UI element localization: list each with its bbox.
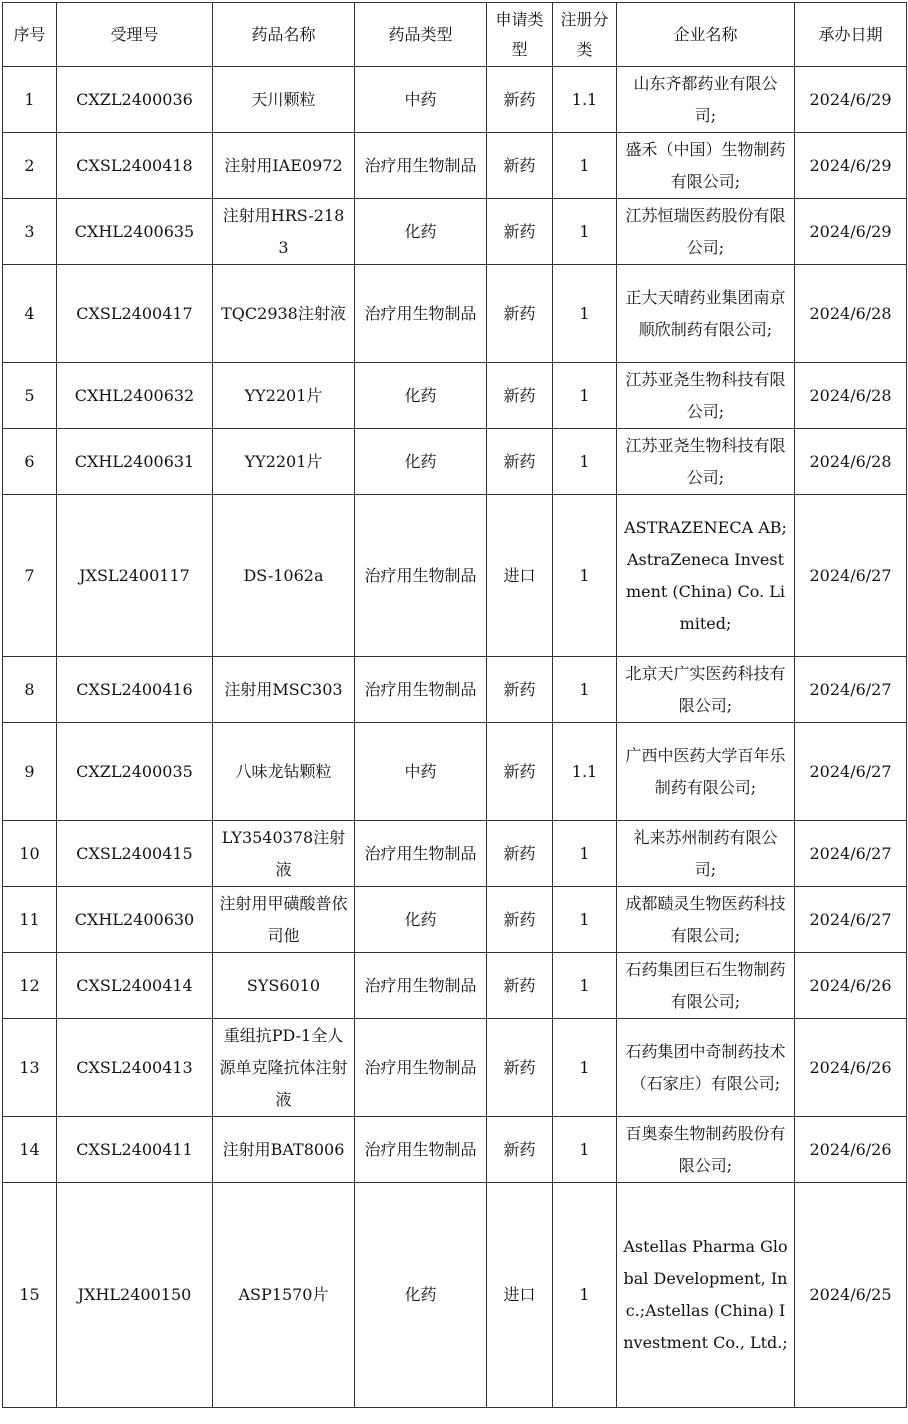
cell-name: 注射用BAT8006 [213,1117,355,1183]
header-type: 药品类型 [355,3,487,67]
cell-company: 山东齐都药业有限公司; [617,67,795,133]
cell-id: JXHL2400150 [57,1183,213,1408]
cell-id: CXSL2400415 [57,821,213,887]
cell-company: ASTRAZENECA AB;AstraZeneca Investment (China) Co. Limited; [617,495,795,657]
cell-no: 7 [3,495,57,657]
header-no: 序号 [3,3,57,67]
cell-no: 6 [3,429,57,495]
cell-app: 新药 [487,953,553,1019]
cell-no: 12 [3,953,57,1019]
cell-type: 治疗用生物制品 [355,1117,487,1183]
cell-app: 新药 [487,265,553,363]
cell-date: 2024/6/27 [795,821,907,887]
cell-name: TQC2938注射液 [213,265,355,363]
table-row [3,657,907,723]
cell-name: LY3540378注射液 [213,821,355,887]
cell-id: CXSL2400417 [57,265,213,363]
cell-id: CXZL2400036 [57,67,213,133]
cell-type: 治疗用生物制品 [355,133,487,199]
cell-reg: 1 [553,657,617,723]
cell-app: 新药 [487,657,553,723]
table-row [3,363,907,429]
cell-date: 2024/6/29 [795,199,907,265]
header-row [3,3,907,67]
cell-no: 3 [3,199,57,265]
cell-name: 注射用MSC303 [213,657,355,723]
cell-date: 2024/6/29 [795,67,907,133]
cell-company: 盛禾（中国）生物制药有限公司; [617,133,795,199]
table-row [3,199,907,265]
cell-company: 正大天晴药业集团南京顺欣制药有限公司; [617,265,795,363]
cell-type: 治疗用生物制品 [355,265,487,363]
cell-no: 15 [3,1183,57,1408]
table-row [3,887,907,953]
cell-date: 2024/6/28 [795,265,907,363]
cell-id: CXSL2400418 [57,133,213,199]
cell-no: 8 [3,657,57,723]
table-row [3,1183,907,1408]
header-company: 企业名称 [617,3,795,67]
header-id: 受理号 [57,3,213,67]
cell-date: 2024/6/26 [795,953,907,1019]
cell-reg: 1 [553,1117,617,1183]
cell-type: 化药 [355,363,487,429]
cell-id: CXSL2400413 [57,1019,213,1117]
header-date: 承办日期 [795,3,907,67]
cell-date: 2024/6/29 [795,133,907,199]
cell-date: 2024/6/25 [795,1183,907,1408]
cell-type: 治疗用生物制品 [355,495,487,657]
cell-type: 中药 [355,67,487,133]
cell-company: 江苏恒瑞医药股份有限公司; [617,199,795,265]
cell-type: 化药 [355,199,487,265]
cell-date: 2024/6/28 [795,429,907,495]
cell-name: YY2201片 [213,429,355,495]
cell-reg: 1 [553,953,617,1019]
cell-company: 江苏亚尧生物科技有限公司; [617,429,795,495]
cell-app: 新药 [487,133,553,199]
table-row [3,495,907,657]
cell-id: CXHL2400631 [57,429,213,495]
cell-type: 治疗用生物制品 [355,953,487,1019]
header-name: 药品名称 [213,3,355,67]
cell-company: 石药集团中奇制药技术（石家庄）有限公司; [617,1019,795,1117]
table-row [3,1117,907,1183]
cell-app: 新药 [487,821,553,887]
cell-app: 新药 [487,363,553,429]
table-row [3,67,907,133]
cell-type: 治疗用生物制品 [355,821,487,887]
cell-type: 化药 [355,429,487,495]
cell-no: 10 [3,821,57,887]
cell-company: 江苏亚尧生物科技有限公司; [617,363,795,429]
cell-type: 化药 [355,1183,487,1408]
cell-company: 广西中医药大学百年乐制药有限公司; [617,723,795,821]
cell-date: 2024/6/27 [795,657,907,723]
cell-company: Astellas Pharma Global Development, Inc.;Astellas (China) Investment Co., Ltd.; [617,1183,795,1408]
cell-name: 注射用HRS-2183 [213,199,355,265]
drug-registration-table [2,2,907,1408]
cell-name: DS-1062a [213,495,355,657]
cell-company: 百奥泰生物制药股份有限公司; [617,1117,795,1183]
cell-date: 2024/6/27 [795,723,907,821]
table-row [3,821,907,887]
cell-name: 八味龙钻颗粒 [213,723,355,821]
cell-no: 11 [3,887,57,953]
cell-reg: 1 [553,429,617,495]
cell-reg: 1 [553,887,617,953]
cell-date: 2024/6/27 [795,887,907,953]
cell-no: 4 [3,265,57,363]
cell-no: 2 [3,133,57,199]
cell-reg: 1.1 [553,67,617,133]
table-row [3,265,907,363]
cell-no: 5 [3,363,57,429]
cell-reg: 1 [553,133,617,199]
cell-no: 1 [3,67,57,133]
cell-name: YY2201片 [213,363,355,429]
cell-id: JXSL2400117 [57,495,213,657]
cell-reg: 1 [553,821,617,887]
table-row [3,1019,907,1117]
cell-company: 北京天广实医药科技有限公司; [617,657,795,723]
cell-reg: 1 [553,363,617,429]
cell-id: CXSL2400411 [57,1117,213,1183]
cell-app: 新药 [487,429,553,495]
cell-reg: 1 [553,495,617,657]
cell-app: 新药 [487,67,553,133]
cell-date: 2024/6/26 [795,1019,907,1117]
cell-no: 13 [3,1019,57,1117]
cell-app: 新药 [487,1117,553,1183]
cell-app: 新药 [487,1019,553,1117]
cell-id: CXHL2400632 [57,363,213,429]
table-row [3,953,907,1019]
cell-id: CXHL2400630 [57,887,213,953]
cell-id: CXHL2400635 [57,199,213,265]
cell-company: 成都赜灵生物医药科技有限公司; [617,887,795,953]
cell-id: CXZL2400035 [57,723,213,821]
cell-id: CXSL2400414 [57,953,213,1019]
cell-app: 新药 [487,887,553,953]
cell-type: 化药 [355,887,487,953]
cell-no: 9 [3,723,57,821]
cell-type: 治疗用生物制品 [355,1019,487,1117]
cell-date: 2024/6/26 [795,1117,907,1183]
cell-date: 2024/6/27 [795,495,907,657]
cell-name: 天川颗粒 [213,67,355,133]
header-reg-class: 注册分类 [553,3,617,67]
header-app-type: 申请类型 [487,3,553,67]
cell-name: 注射用甲磺酸普依司他 [213,887,355,953]
cell-type: 中药 [355,723,487,821]
cell-app: 进口 [487,495,553,657]
cell-no: 14 [3,1117,57,1183]
cell-reg: 1 [553,199,617,265]
table-row [3,133,907,199]
cell-company: 石药集团巨石生物制药有限公司; [617,953,795,1019]
cell-reg: 1 [553,1019,617,1117]
cell-date: 2024/6/28 [795,363,907,429]
cell-name: 重组抗PD-1全人源单克隆抗体注射液 [213,1019,355,1117]
cell-reg: 1.1 [553,723,617,821]
cell-name: SYS6010 [213,953,355,1019]
cell-id: CXSL2400416 [57,657,213,723]
cell-app: 新药 [487,199,553,265]
cell-name: ASP1570片 [213,1183,355,1408]
cell-app: 进口 [487,1183,553,1408]
cell-name: 注射用IAE0972 [213,133,355,199]
cell-app: 新药 [487,723,553,821]
cell-reg: 1 [553,265,617,363]
table-row [3,429,907,495]
table-row [3,723,907,821]
cell-type: 治疗用生物制品 [355,657,487,723]
cell-reg: 1 [553,1183,617,1408]
cell-company: 礼来苏州制药有限公司; [617,821,795,887]
